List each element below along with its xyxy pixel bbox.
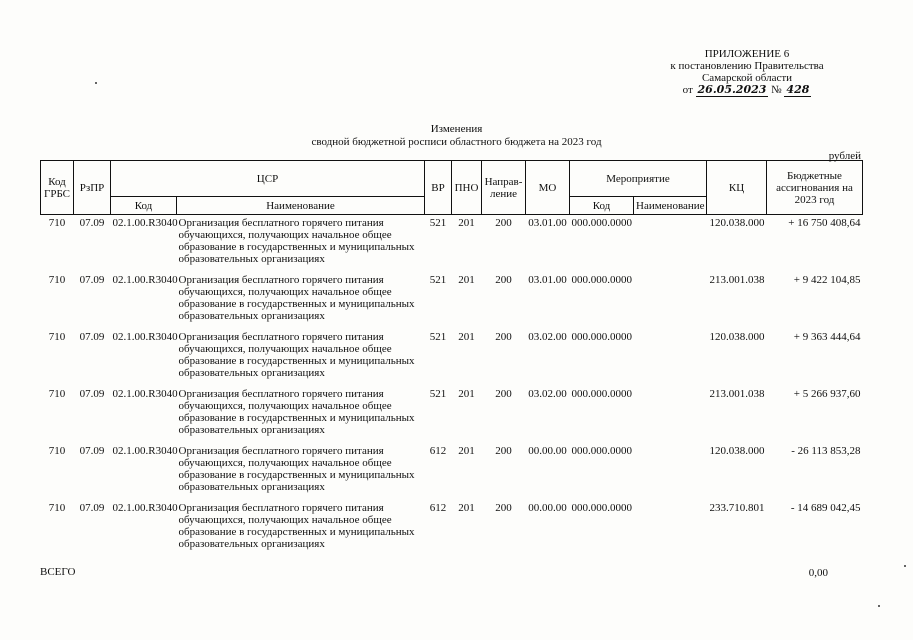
date-value: 26.05.2023 [697,83,767,96]
cell-csr-code: 02.1.00.R3040 [112,444,178,457]
cell-amount: + 5 266 937,60 [793,387,861,400]
header-event-code: Код [570,197,634,215]
date-prefix: от [682,84,693,96]
table-row [41,329,863,386]
document-title [0,123,913,149]
title-line-1: Изменения [430,123,483,135]
cell-csr-name: Организация бесплатного горячего питания обучающихся, получающих начальное общее образование в государственных и муниципальных образовательных организациях [178,273,415,322]
cell-event-name [634,443,707,500]
cell-csr-code: 02.1.00.R3040 [112,273,178,286]
cell-grbs: 710 [48,444,66,457]
header-rzpr: РзПР [74,161,111,215]
cell-pno: 201 [458,330,475,343]
cell-vr: 521 [429,217,447,229]
cell-csr-name: Организация бесплатного горячего питания обучающихся, получающих начальное общее образование в государственных и муниципальных образовательных организациях [178,387,415,436]
table-row [41,500,863,557]
table-row [41,443,863,500]
cell-amount: + 9 422 104,85 [793,273,861,286]
cell-mo: 00.00.00 [528,501,567,514]
cell-direction: 200 [495,501,512,514]
cell-event-code: 000.000.0000 [571,444,632,457]
cell-mo: 03.01.00 [528,273,567,286]
currency-unit: рублей [828,150,861,162]
cell-amount: - 26 113 853,28 [791,444,861,457]
cell-pno: 201 [458,501,475,514]
cell-kc: 120.038.000 [709,444,765,457]
scan-speck [904,565,906,567]
header-mo: МО [526,161,570,215]
table-row [41,386,863,443]
cell-direction: 200 [495,444,512,457]
cell-csr-code: 02.1.00.R3040 [112,387,178,400]
cell-kc: 213.001.038 [709,273,765,286]
total-label: ВСЕГО [40,566,76,578]
cell-event-name [634,329,707,386]
cell-amount: + 9 363 444,64 [793,330,861,343]
cell-csr-name: Организация бесплатного горячего питания обучающихся, получающих начальное общее образование в государственных и муниципальных образовательных организациях [178,501,415,550]
cell-pno: 201 [458,444,475,457]
cell-mo: 00.00.00 [528,444,567,457]
header-amount: Бюджетные ассигнования на 2023 год [767,161,863,215]
cell-rzpr: 07.09 [79,387,105,400]
cell-rzpr: 07.09 [79,330,105,343]
cell-csr-code: 02.1.00.R3040 [112,217,178,229]
number-value: 428 [786,83,810,96]
cell-direction: 200 [495,273,512,286]
scan-speck [95,82,97,84]
header-direction: Направ-ление [482,161,526,215]
cell-grbs: 710 [48,387,66,400]
total-value: 0,00 [808,567,828,579]
cell-grbs: 710 [48,330,66,343]
cell-csr-name: Организация бесплатного горячего питания обучающихся, получающих начальное общее образование в государственных и муниципальных образовательных организациях [178,330,415,379]
cell-rzpr: 07.09 [79,444,105,457]
header-kc: КЦ [707,161,767,215]
appendix-line-region: Самарской области [701,72,793,84]
cell-event-name [634,272,707,329]
number-prefix: № [771,84,782,96]
table-row [41,272,863,329]
cell-csr-code: 02.1.00.R3040 [112,330,178,343]
cell-direction: 200 [495,217,512,229]
cell-grbs: 710 [48,501,66,514]
cell-csr-name: Организация бесплатного горячего питания обучающихся, получающих начальное общее образование в государственных и муниципальных образовательных организациях [178,217,415,265]
cell-event-code: 000.000.0000 [571,217,632,229]
header-vr: ВР [425,161,452,215]
header-csr: ЦСР [111,161,425,197]
cell-csr-code: 02.1.00.R3040 [112,501,178,514]
cell-grbs: 710 [48,217,66,229]
scan-speck [878,605,880,607]
cell-pno: 201 [458,217,475,229]
cell-mo: 03.02.00 [528,387,567,400]
cell-event-code: 000.000.0000 [571,273,632,286]
cell-csr-name: Организация бесплатного горячего питания обучающихся, получающих начальное общее образование в государственных и муниципальных образовательных организациях [178,444,415,493]
cell-direction: 200 [495,330,512,343]
table-header [41,161,863,215]
header-csr-name: Наименование [177,197,425,215]
cell-vr: 521 [429,273,447,286]
header-grbs: Код ГРБС [41,161,74,215]
cell-mo: 03.01.00 [528,217,567,229]
cell-vr: 521 [429,330,447,343]
cell-event-name [634,500,707,557]
cell-vr: 612 [429,501,447,514]
cell-rzpr: 07.09 [79,501,105,514]
cell-grbs: 710 [48,273,66,286]
cell-pno: 201 [458,387,475,400]
cell-event-code: 000.000.0000 [571,387,632,400]
cell-vr: 612 [429,444,447,457]
cell-event-code: 000.000.0000 [571,330,632,343]
cell-mo: 03.02.00 [528,330,567,343]
cell-amount: + 16 750 408,64 [788,217,861,229]
cell-kc: 213.001.038 [709,387,765,400]
cell-rzpr: 07.09 [79,217,105,229]
appendix-title: ПРИЛОЖЕНИЕ 6 [704,48,790,60]
table-row [41,215,863,272]
cell-kc: 120.038.000 [709,330,765,343]
header-csr-code: Код [111,197,177,215]
cell-kc: 233.710.801 [709,501,765,514]
cell-event-name [634,215,707,272]
cell-amount: - 14 689 042,45 [790,501,861,514]
appendix-block [637,48,857,96]
cell-kc: 120.038.000 [709,217,765,229]
cell-direction: 200 [495,387,512,400]
cell-event-code: 000.000.0000 [571,501,632,514]
cell-vr: 521 [429,387,447,400]
table-body [41,215,863,557]
budget-table [40,160,863,557]
appendix-line-resolution: к постановлению Правительства [670,60,824,72]
appendix-date-number [683,84,812,96]
header-event: Мероприятие [570,161,707,197]
title-line-2: сводной бюджетной росписи областного бюджета на 2023 год [311,136,602,148]
header-event-name: Наименование [634,197,707,215]
cell-rzpr: 07.09 [79,273,105,286]
cell-pno: 201 [458,273,475,286]
header-pno: ПНО [452,161,482,215]
cell-event-name [634,386,707,443]
